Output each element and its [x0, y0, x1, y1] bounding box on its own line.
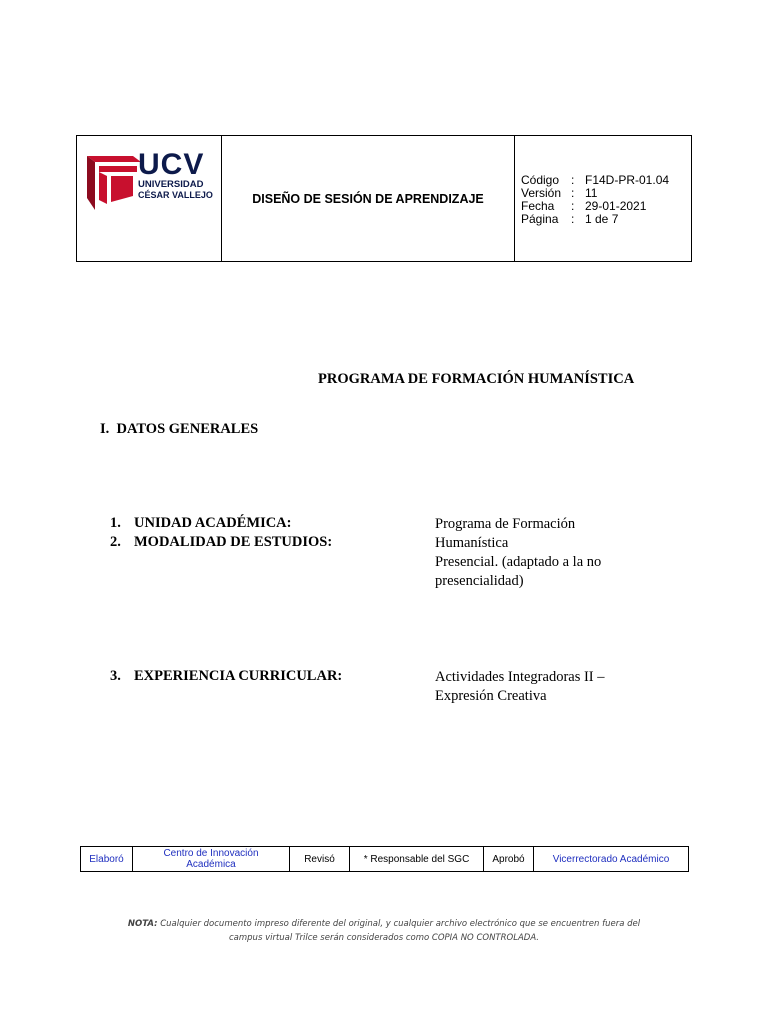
note-line2: campus virtual Trilce serán considerados como COPIA NO CONTROLADA.: [229, 933, 539, 943]
footer-note: [0, 917, 768, 945]
ucv-logo: [77, 136, 222, 261]
document-title: DISEÑO DE SESIÓN DE APRENDIZAJE: [222, 136, 515, 261]
meta-pagina: Página : 1 de 7: [521, 212, 619, 226]
value-modalidad-estudios: Presencial. (adaptado a la no presencialidad): [435, 554, 602, 589]
value-experiencia-curricular: Actividades Integradoras II – Expresión Creativa: [435, 669, 605, 704]
meta-version: Versión : 11: [521, 186, 598, 200]
document-header: [76, 135, 692, 262]
logo-line2: CÉSAR VALLEJO: [138, 190, 213, 200]
value-unidad-academica: Programa de Formación Humanística: [435, 516, 576, 551]
note-line1: Cualquier documento impreso diferente del original, y cualquier archivo electrónico que se encuentren fuera del: [157, 919, 641, 929]
document-meta: [515, 136, 691, 261]
elaboro-value: Centro de Innovación Académica: [133, 847, 290, 871]
reviso-label: Revisó: [290, 847, 350, 871]
approval-table: [80, 846, 689, 872]
logo-brand: UCV: [138, 148, 205, 181]
note-label: NOTA:: [127, 919, 158, 929]
reviso-value: * Responsable del SGC: [350, 847, 484, 871]
meta-fecha: Fecha : 29-01-2021: [521, 199, 647, 213]
ucv-shield-icon: [85, 152, 145, 212]
program-title: PROGRAMA DE FORMACIÓN HUMANÍSTICA: [318, 371, 635, 387]
aprobo-value: Vicerrectorado Académico: [552, 853, 670, 865]
logo-line1: UNIVERSIDAD: [138, 179, 204, 190]
section-title: DATOS GENERALES: [116, 421, 259, 437]
elaboro-label: Elaboró: [81, 847, 133, 871]
meta-codigo: Código : F14D-PR-01.04: [521, 173, 670, 187]
section-number: I.: [100, 421, 110, 437]
aprobo-label: Aprobó: [484, 847, 534, 871]
section-heading: [100, 421, 258, 438]
